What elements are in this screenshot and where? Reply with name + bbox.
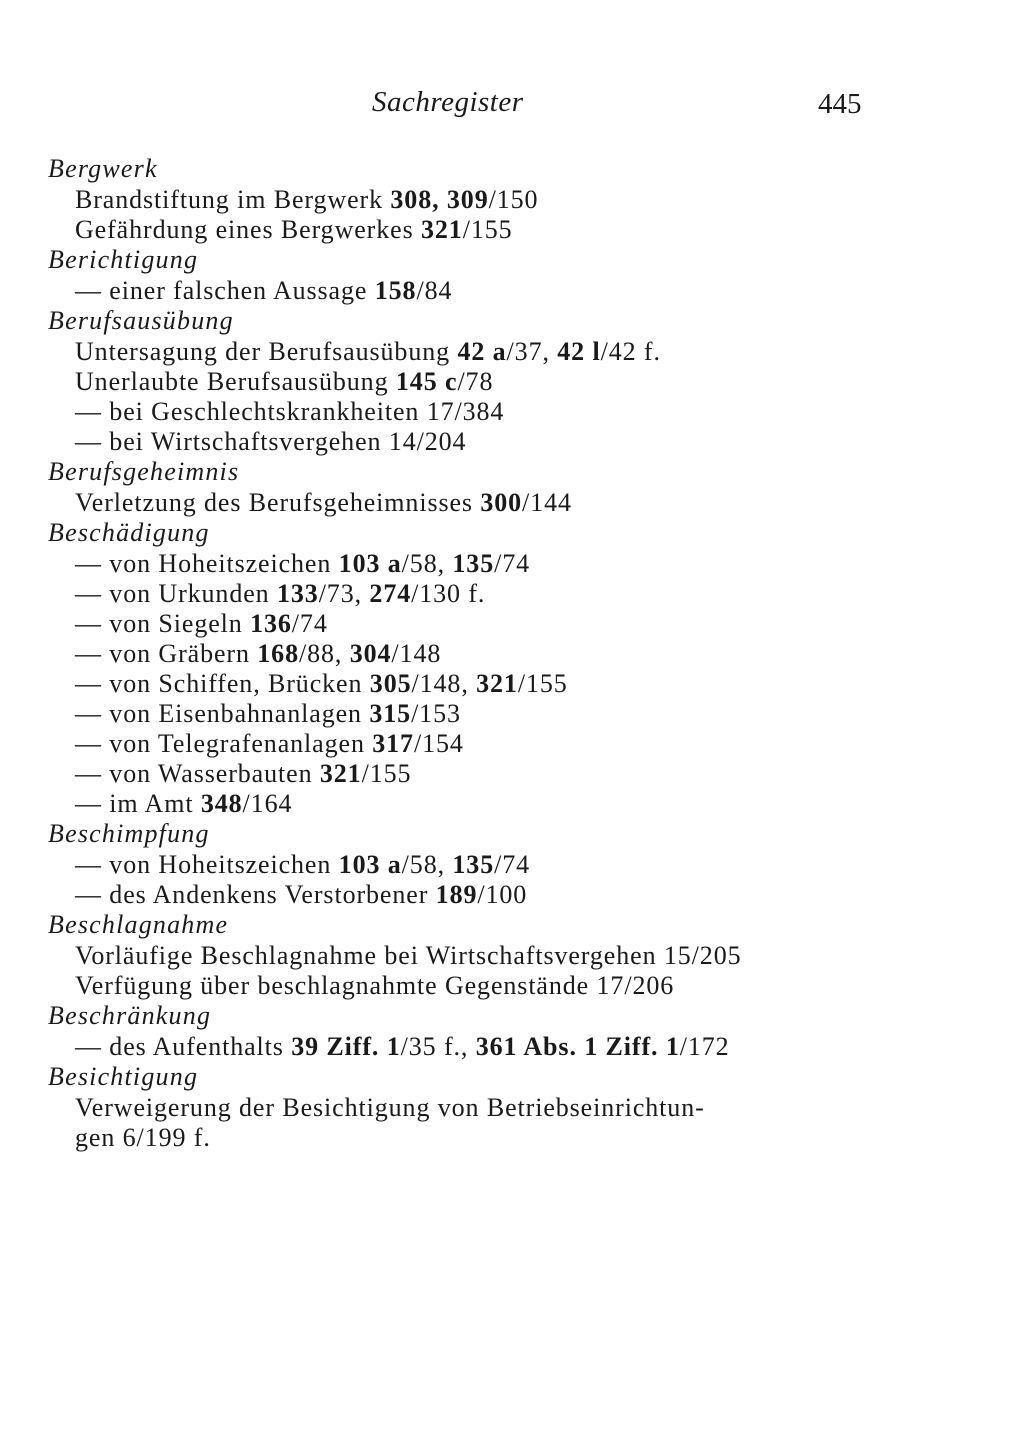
entry-text: — von Eisenbahnanlagen <box>75 699 370 728</box>
index-term: Beschimpfung <box>48 819 210 848</box>
entry-text: — von Wasserbauten <box>75 759 320 788</box>
index-entry <box>48 427 948 457</box>
section-reference: 317 <box>372 729 414 758</box>
index-entry <box>48 941 948 971</box>
index-entry <box>48 397 948 427</box>
entry-text: Verletzung des Berufsgeheimnisses <box>75 488 481 517</box>
entry-text: — einer falschen Aussage <box>75 276 375 305</box>
section-reference: 321 <box>421 215 463 244</box>
section-reference: 300 <box>480 488 523 517</box>
entry-text: /74 <box>291 609 328 638</box>
entry-text: /58, <box>401 549 453 578</box>
section-reference: 168 <box>257 639 299 668</box>
section-reference: 321 <box>476 669 518 698</box>
entry-text: — des Aufenthalts <box>75 1032 292 1061</box>
index-entry <box>48 215 948 245</box>
section-reference: 321 <box>319 759 362 788</box>
entry-text: Verweigerung der Besichtigung von Betriebseinrichtun- <box>75 1093 705 1122</box>
section-reference: 42 a <box>457 337 507 366</box>
index-term: Berichtigung <box>48 245 199 274</box>
index-term: Besichtigung <box>48 1062 199 1091</box>
entry-text: Unerlaubte Berufsausübung <box>75 367 396 396</box>
entry-text: — von Telegrafenanlagen <box>75 729 373 758</box>
entry-text: /154 <box>413 729 464 758</box>
index-entry <box>48 609 948 639</box>
entry-text: — im Amt <box>75 789 201 818</box>
entry-text: /172 <box>679 1032 730 1061</box>
entry-text: /35 f., <box>400 1032 476 1061</box>
section-reference: 136 <box>250 609 292 638</box>
section-reference: 304 <box>349 639 392 668</box>
index-entry <box>48 488 948 518</box>
entry-text: /84 <box>416 276 453 305</box>
entry-text: Verfügung über beschlagnahmte Gegenstände 17/206 <box>75 971 675 1000</box>
entry-text: /150 <box>488 185 539 214</box>
section-reference: 308, 309 <box>390 185 489 214</box>
entry-text: — von Urkunden <box>75 579 277 608</box>
entry-text: Brandstiftung im Bergwerk <box>75 185 391 214</box>
index-entry <box>48 971 948 1001</box>
index-term: Beschränkung <box>48 1001 212 1030</box>
entry-text: — bei Wirtschaftsvergehen 14/204 <box>75 427 467 456</box>
index-entry <box>48 549 948 579</box>
index-entry <box>48 759 948 789</box>
index-entry <box>48 367 948 397</box>
entry-text: /155 <box>361 759 412 788</box>
entry-text: — von Gräbern <box>75 639 258 668</box>
index-entry <box>48 579 948 609</box>
section-reference: 315 <box>369 699 412 728</box>
entry-text: /74 <box>494 549 531 578</box>
entry-text: gen 6/199 f. <box>75 1123 211 1152</box>
entry-text: /155 <box>462 215 513 244</box>
entry-text: /78 <box>457 367 494 396</box>
index-entry <box>48 639 948 669</box>
section-reference: 145 c <box>395 367 458 396</box>
entry-text: /74 <box>494 850 531 879</box>
entry-text: Vorläufige Beschlagnahme bei Wirtschaftsvergehen 15/205 <box>75 941 742 970</box>
section-reference: 274 <box>369 579 412 608</box>
index-entry <box>48 276 948 306</box>
index-entry <box>48 185 948 215</box>
section-reference: 39 Ziff. 1 <box>291 1032 401 1061</box>
section-reference: 103 a <box>338 549 402 578</box>
entry-text: /42 f. <box>600 337 661 366</box>
entry-text: — von Hoheitszeichen <box>75 850 339 879</box>
index-term: Berufsausübung <box>48 306 234 335</box>
entry-text: — von Schiffen, Brücken <box>75 669 370 698</box>
index-entry <box>48 669 948 699</box>
entry-text: /144 <box>522 488 572 517</box>
section-reference: 42 l <box>557 337 601 366</box>
section-reference: 361 Abs. 1 Ziff. 1 <box>475 1032 680 1061</box>
running-title: Sachregister <box>372 86 524 118</box>
entry-text: /37, <box>506 337 558 366</box>
entry-text: — des Andenkens Verstorbener <box>75 880 436 909</box>
index-entry <box>48 729 948 759</box>
section-reference: 103 a <box>338 850 402 879</box>
index-term: Beschlagnahme <box>48 910 229 939</box>
subject-index <box>48 154 948 1153</box>
entry-text: /88, <box>298 639 350 668</box>
index-term: Berufsgeheimnis <box>48 457 240 486</box>
index-term: Beschädigung <box>48 518 210 547</box>
index-term: Bergwerk <box>48 154 158 183</box>
section-reference: 158 <box>374 276 417 305</box>
entry-text: — bei Geschlechtskrankheiten 17/384 <box>75 397 505 426</box>
index-entry <box>48 1093 948 1123</box>
index-entry <box>48 337 948 367</box>
section-reference: 135 <box>452 549 495 578</box>
entry-text: — von Hoheitszeichen <box>75 549 339 578</box>
entry-text: Gefährdung eines Bergwerkes <box>75 215 421 244</box>
entry-text: — von Siegeln <box>75 609 251 638</box>
entry-text: Untersagung der Berufsausübung <box>75 337 458 366</box>
index-entry <box>48 789 948 819</box>
section-reference: 135 <box>452 850 495 879</box>
section-reference: 189 <box>435 880 478 909</box>
index-entry <box>48 1123 948 1153</box>
entry-text: /73, <box>318 579 370 608</box>
entry-text: /153 <box>411 699 461 728</box>
entry-text: /130 f. <box>411 579 486 608</box>
section-reference: 348 <box>200 789 243 818</box>
index-entry <box>48 850 948 880</box>
entry-text: /100 <box>477 880 528 909</box>
entry-text: /164 <box>242 789 293 818</box>
entry-text: /148, <box>411 669 477 698</box>
entry-text: /148 <box>391 639 442 668</box>
page-number: 445 <box>818 88 862 120</box>
index-entry <box>48 1032 948 1062</box>
page-header <box>0 86 1024 126</box>
section-reference: 133 <box>276 579 319 608</box>
entry-text: /155 <box>517 669 568 698</box>
section-reference: 305 <box>369 669 412 698</box>
index-entry <box>48 699 948 729</box>
index-entry <box>48 880 948 910</box>
entry-text: /58, <box>401 850 453 879</box>
